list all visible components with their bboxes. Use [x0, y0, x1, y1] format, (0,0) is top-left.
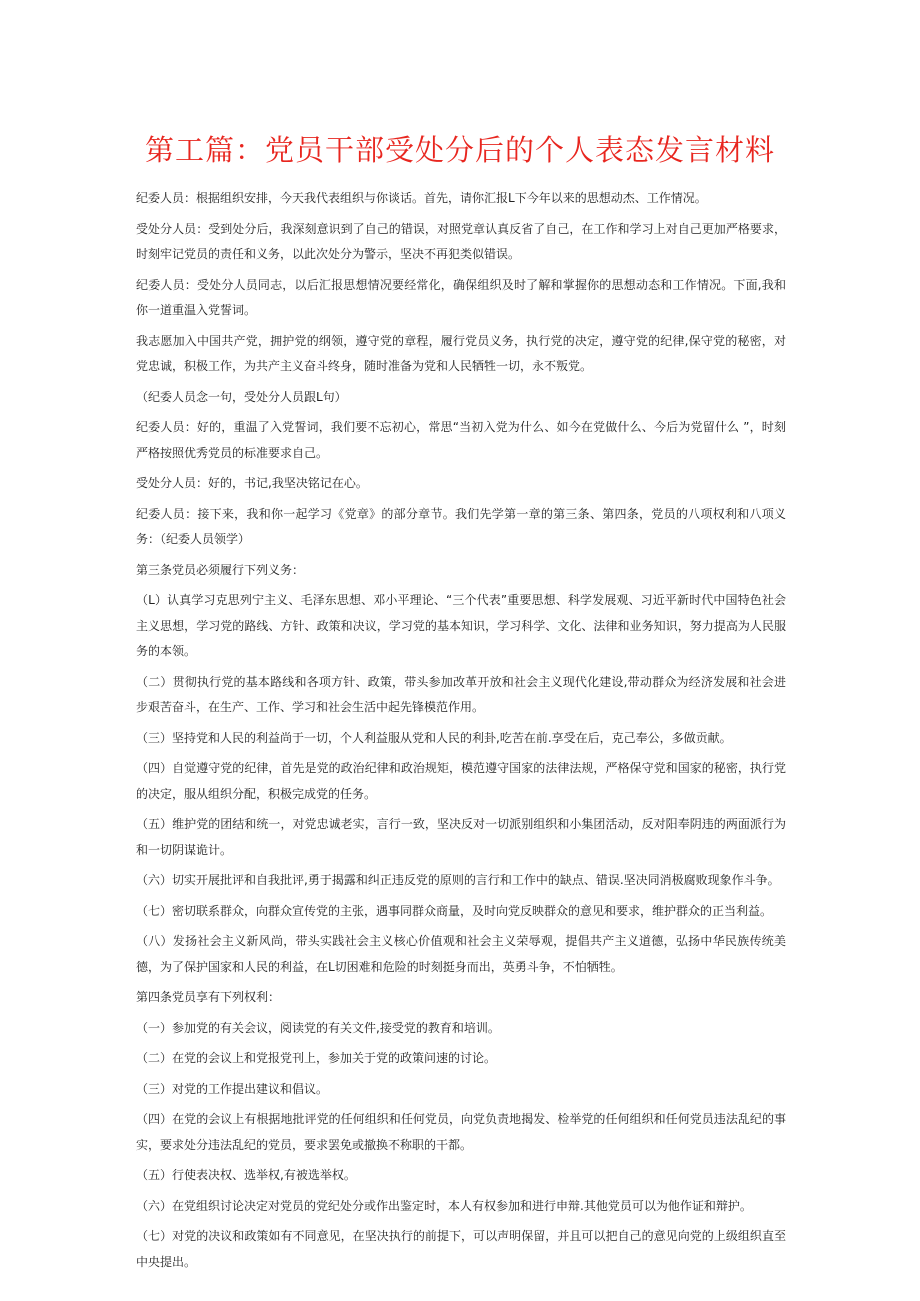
list-item: （四）在党的会议上有根据地批评党的任何组织和任何党员，向党负责地揭发、检举党的任何组织和任何党员违法乱纪的事实，要求处分违法乱纪的党员，要求罢免或撤换不称职的干都。: [136, 1112, 786, 1152]
list-item: （二）在党的会议上和党报党刊上，参加关于党的政策问速的讨论。: [136, 1051, 497, 1065]
list-item: （L）认真学习克思列宁主义、毛泽东思想、邓小平理论、“三个代表”重要思想、科学发展观、习近平新时代中国特色社会主义思想，学习党的路线、方针、政策和决议，学习党的基本知识，学习科学、文化、法律和业务知识，努力提高为人民服务的本领。: [136, 593, 786, 658]
paragraph: 受处分人员：受到处分后，我深刻意识到了自己的错误，对照党章认真反省了自己，在工作和学习上对自己更加严格要求，时刻牢记党员的责任和义务，以此次处分为警示，坚决不再犯类似错误。: [136, 221, 786, 261]
document-body: [136, 186, 786, 1280]
paragraph: 纪委人员：受处分人员同志，以后汇报思想情况要经常化，确保组织及时了解和掌握你的思想动态和工作情况。下面,我和你一道重温入党誓词。: [136, 277, 786, 317]
paragraph: 纪委人员：接下来，我和你一起学习《党章》的部分章节。我们先学第一章的第三条、第四条，党员的八项权利和八项义务：（纪委人员领学）: [136, 506, 786, 546]
document-title: 第工篇：党员干部受处分后的个人表态发言材料: [144, 133, 775, 167]
list-item: （二）贯彻执行党的基本路线和各项方针、政策，带头参加改革开放和社会主义现代化建设,带动群众为经济发展和社会进步艰苦奋斗，在生产、工作、学习和社会生活中起先锋模范作用。: [136, 674, 786, 714]
list-item: （七）对党的决议和政策如有不同意见，在坚决执行的前提下，可以声明保留，并且可以把自己的意见向党的上级组织直至中央提出。: [136, 1229, 786, 1269]
list-item: （六）切实开展批评和自我批评,勇于揭露和纠正违反党的原则的言行和工作中的缺点、错误.坚决同消极腐败现象作斗争。: [136, 873, 780, 887]
section-heading: 第四条党员享有下列权利：: [136, 990, 281, 1004]
list-item: （八）发扬社会主义新风尚，带头实践社会主义核心价值观和社会主义荣辱观，提倡共产主义道德，弘扬中华民族传统美德，为了保护国家和人民的利益，在L切困难和危险的时刻挺身而出，英勇斗争，不怕牺牲。: [136, 934, 786, 974]
list-item: （五）行使表决权、选举权,有被选举权。: [136, 1168, 356, 1182]
section-heading: 第三条党员必须履行下列义务：: [136, 562, 305, 577]
list-item: （一）参加党的有关会议，阅读党的有关文件,接受党的教育和培训。: [136, 1020, 500, 1035]
list-item: （六）在党组织讨论决定对党员的党纪处分或作出鉴定时，本人有权参加和进行申辩.其他党员可以为他作证和辩护。: [136, 1198, 752, 1213]
paragraph: 纪委人员：好的，重温了入党誓词，我们要不忘初心，常思“当初入党为什么、如今在党做什么、今后为党留什么 ”，时刻严格按照优秀党员的标准要求自己。: [136, 420, 786, 460]
paragraph: 受处分人员：好的，书记,我坚决铭记在心。: [136, 476, 368, 490]
paragraph: 我志愿加入中国共产党，拥护党的纲领，遵守党的章程，履行党员义务，执行党的决定，遵守党的纪律,保守党的秘密，对党忠诚，积极工作，为共产主义奋斗终身，随时准备为党和人民牺牲一切，永不叛党。: [136, 333, 786, 373]
list-item: （五）维护党的团结和统一，对党忠诚老实，言行一致，坚决反对一切派别组织和小集团活动，反对阳奉阴违的两面派行为和一切阴谋诡计。: [136, 817, 786, 857]
paragraph: 纪委人员：根据组织安排，今天我代表组织与你谈话。首先，请你汇报L下今年以来的思想动杰、工作情况。: [136, 191, 707, 205]
list-item: （三）对党的工作提出建议和倡议。: [136, 1081, 329, 1096]
list-item: （四）自觉遵守党的纪律，首先是党的政治纪律和政治规矩，模范遵守国家的法律法规，严格保守党和国家的秘密，执行党的决定，服从组织分配，积极完成党的任务。: [136, 761, 786, 801]
list-item: （七）密切联系群众，向群众宣传党的主张，遇事同群众商量，及时向党反映群众的意见和要求，维护群众的正当利益。: [136, 903, 773, 918]
paragraph: （纪委人员念一句，受处分人员跟L句）: [136, 389, 347, 404]
list-item: （三）坚持党和人民的利益尚于一切，个人利益服从党和人民的利卦,吃苦在前.享受在后，克己奉公，多做贡献。: [136, 730, 732, 745]
